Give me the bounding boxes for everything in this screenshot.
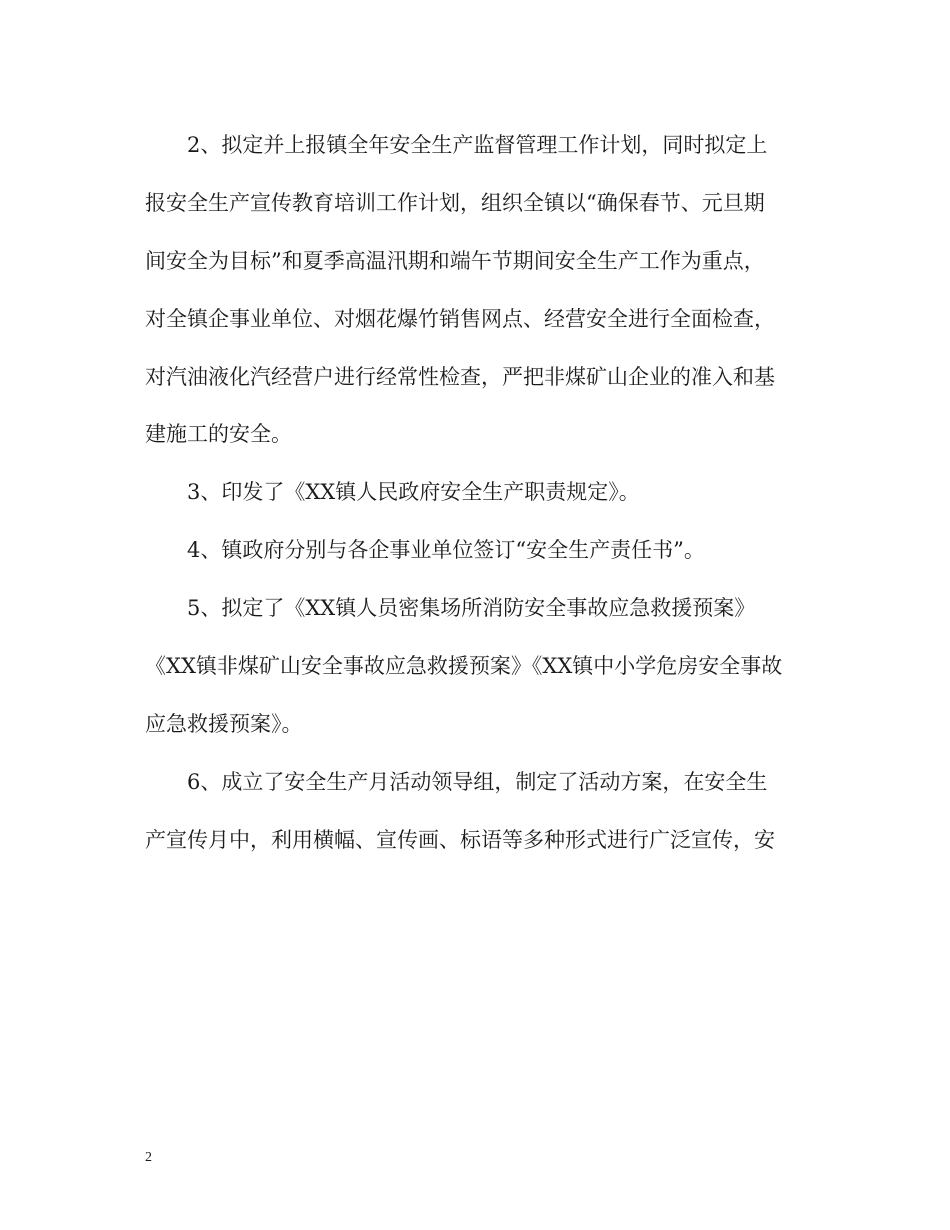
paragraph-2-line-3: 间安全为目标”和夏季高温汛期和端午节期间安全生产工作为重点， bbox=[145, 248, 765, 273]
paragraph-6-line-2: 产宣传月中，利用横幅、宣传画、标语等多种形式进行广泛宣传，安 bbox=[145, 827, 775, 852]
paragraph-2-line-4: 对全镇企事业单位、对烟花爆竹销售网点、经营安全进行全面检查， bbox=[145, 306, 775, 331]
paragraph-2-line-2: 报安全生产宣传教育培训工作计划，组织全镇以“确保春节、元旦期 bbox=[145, 190, 765, 215]
body-text bbox=[145, 121, 815, 874]
paragraph-4: 4、镇政府分别与各企事业单位签订“安全生产责任书”。 bbox=[187, 538, 705, 563]
paragraph-5-line-1: 5、拟定了《XX镇人员密集场所消防安全事故应急救援预案》 bbox=[187, 596, 756, 621]
paragraph-5-line-2: 《XX镇非煤矿山安全事故应急救援预案》《XX镇中小学危房安全事故 bbox=[145, 654, 783, 679]
paragraph-3: 3、印发了《XX镇人民政府安全生产职责规定》。 bbox=[187, 480, 640, 505]
paragraph-2-line-1: 2、拟定并上报镇全年安全生产监督管理工作计划，同时拟定上 bbox=[187, 133, 768, 157]
paragraph-6-line-1: 6、成立了安全生产月活动领导组，制定了活动方案，在安全生 bbox=[187, 769, 768, 794]
page-number: 2 bbox=[145, 1150, 152, 1165]
paragraph-2-line-5: 对汽油液化汽经营户进行经常性检查，严把非煤矿山企业的准入和基 bbox=[145, 364, 775, 389]
paragraph-2-line-6: 建施工的安全。 bbox=[145, 422, 292, 447]
paragraph-5-line-3: 应急救援预案》。 bbox=[145, 711, 303, 736]
